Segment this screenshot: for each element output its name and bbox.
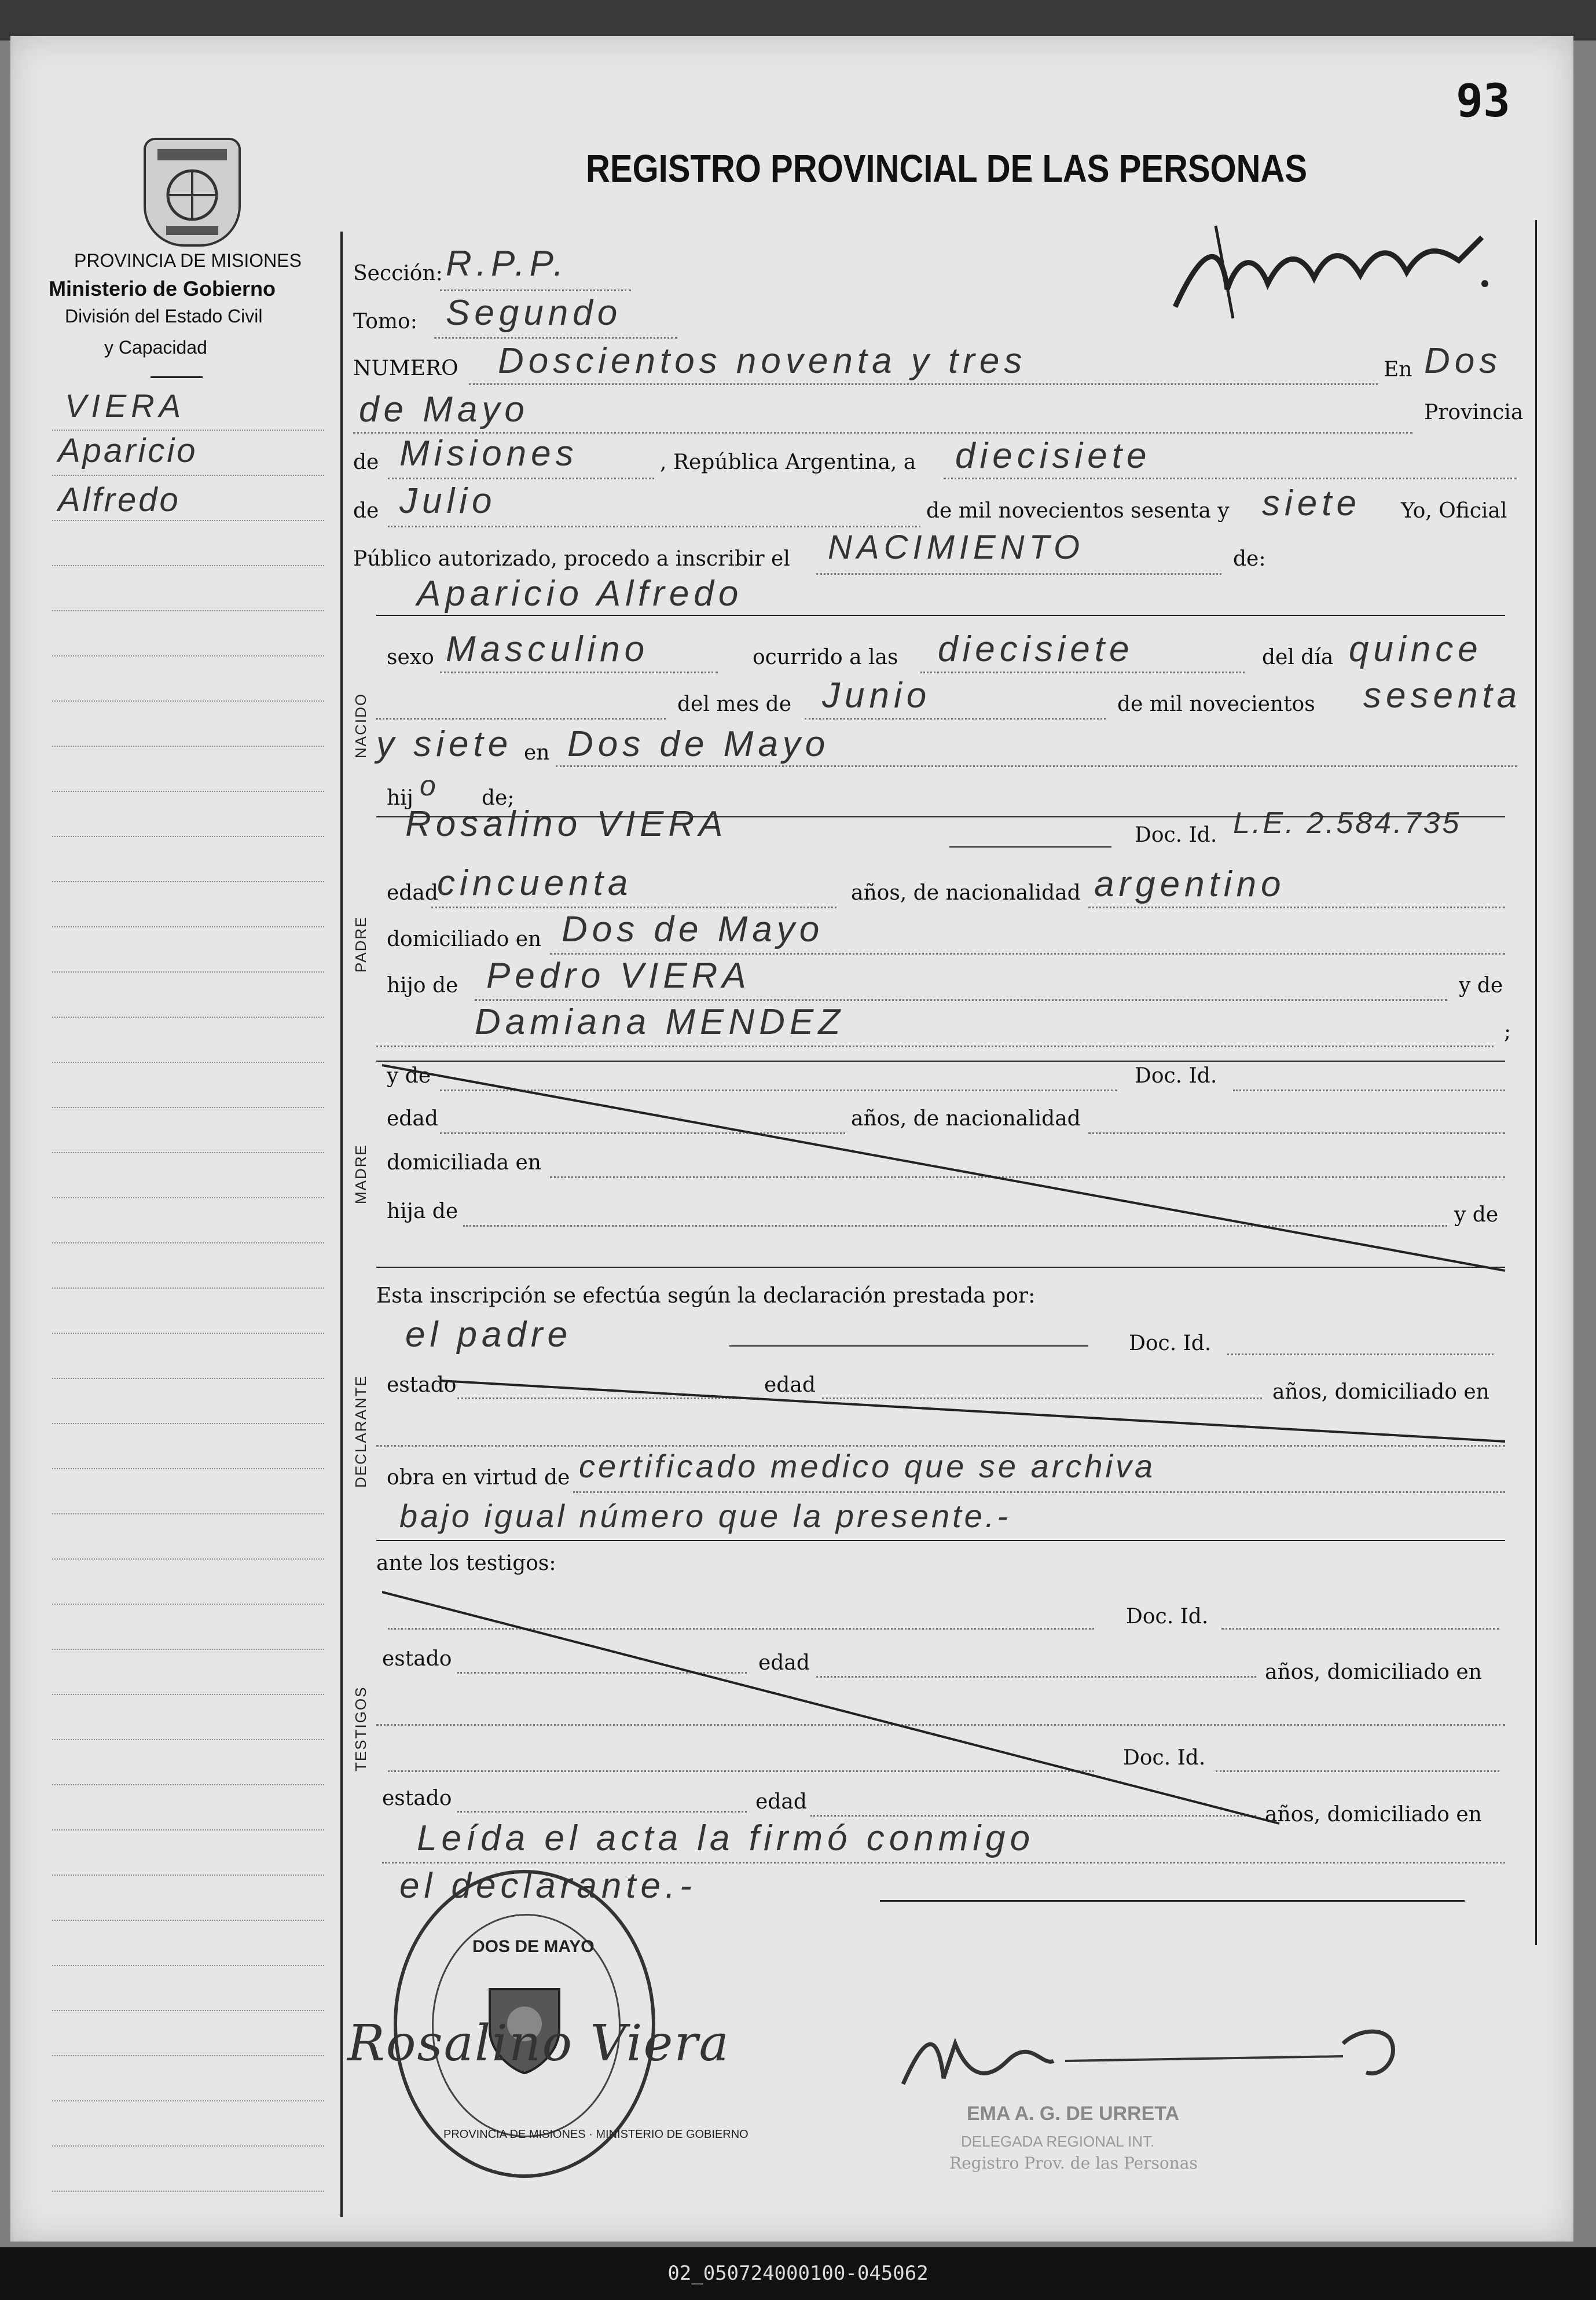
madre-dom-label: domiciliada en xyxy=(387,1151,541,1175)
anio-label: de mil novecientos sesenta y xyxy=(926,499,1230,523)
margin-rule-line xyxy=(52,2145,324,2147)
margin-rule-line xyxy=(52,2100,324,2101)
madre-y-de-label: y de xyxy=(387,1064,431,1088)
margin-rule-line xyxy=(52,1965,324,1966)
margin-surname: VIERA xyxy=(65,387,186,424)
testigos-strike-line xyxy=(382,1586,1285,1829)
margin-rule-line xyxy=(52,610,324,611)
de-label: de xyxy=(353,450,379,474)
anio-nacido-value2: y siete xyxy=(376,724,513,764)
declarante-section-label: DECLARANTE xyxy=(352,1375,369,1488)
obra-line-1 xyxy=(573,1491,1505,1493)
de-label-2: de xyxy=(353,499,379,523)
margin-name2: Alfredo xyxy=(58,481,181,519)
margin-rule-line xyxy=(52,430,324,431)
ocurrido-label: ocurrido a las xyxy=(753,645,898,669)
anio-value: siete xyxy=(1262,483,1361,523)
madre-edad-label: edad xyxy=(387,1107,438,1131)
padre-nombre-line xyxy=(949,846,1111,848)
declarante-intro: Esta inscripción se efectúa según la declaración prestada por: xyxy=(376,1284,1036,1308)
margin-rule-line xyxy=(52,1197,324,1198)
margin-rule-line xyxy=(52,1152,324,1153)
lugar2-value: de Mayo xyxy=(359,390,529,430)
margin-rule-line xyxy=(52,926,324,927)
margin-rule-line xyxy=(52,1829,324,1831)
testigo2-doc-label: Doc. Id. xyxy=(1123,1746,1206,1770)
abuelo-line xyxy=(475,999,1447,1001)
page-title: REGISTRO PROVINCIAL DE LAS PERSONAS xyxy=(586,147,1308,190)
obra-label: obra en virtud de xyxy=(387,1466,570,1490)
dia-value: diecisiete xyxy=(955,436,1151,476)
margin-rule-line xyxy=(52,1558,324,1560)
sexo-line xyxy=(440,672,718,673)
nac-line xyxy=(1088,907,1505,908)
registrar-signature xyxy=(1169,220,1494,327)
anio-nacido-value1: sesenta xyxy=(1363,676,1522,716)
org-province: PROVINCIA DE MISIONES xyxy=(74,250,302,271)
acto-de-label: de: xyxy=(1233,547,1266,571)
provincia-label: Provincia xyxy=(1424,401,1524,424)
hora-line xyxy=(920,672,1245,673)
declarante-nombre-line xyxy=(729,1345,1088,1347)
seal-center-text: DOS DE MAYO xyxy=(472,1937,595,1956)
oficial-label: Yo, Oficial xyxy=(1401,499,1507,523)
nac-label: años, de nacionalidad xyxy=(851,881,1081,905)
margin-rule-line xyxy=(52,475,324,476)
lugar1-value: Dos xyxy=(1424,341,1502,381)
margin-rule-line xyxy=(52,1739,324,1740)
margin-rule-line xyxy=(52,520,324,521)
nacido-nombre: Aparicio Alfredo xyxy=(417,574,743,614)
en-label: En xyxy=(1384,358,1412,382)
sexo-label: sexo xyxy=(387,645,434,669)
declarante-doc-label: Doc. Id. xyxy=(1129,1331,1212,1355)
anio-nacido-label: de mil novecientos xyxy=(1117,692,1315,716)
hijo-de-label: de; xyxy=(482,786,515,810)
declarante-edad-label: edad xyxy=(764,1373,816,1397)
closing-line-1: Leída el acta la firmó conmigo xyxy=(417,1818,1035,1858)
nacionalidad-value: argentino xyxy=(1094,864,1286,904)
org-division: División del Estado Civil xyxy=(65,306,263,327)
tomo-value: Segundo xyxy=(446,293,622,333)
provincial-emblem-icon xyxy=(144,138,241,247)
mes-nacido-line xyxy=(805,718,1106,720)
declarante-strike-line xyxy=(440,1378,1511,1447)
margin-rule-line xyxy=(52,1784,324,1785)
margin-rule-line xyxy=(52,836,324,837)
testigo2-edad-label: edad xyxy=(755,1790,807,1814)
closing-line-2: el declarante.- xyxy=(399,1866,696,1906)
org-ministry: Ministerio de Gobierno xyxy=(49,277,276,300)
seccion-label: Sección: xyxy=(353,262,443,285)
padre-doc-label: Doc. Id. xyxy=(1135,823,1217,847)
mes-label: del mes de xyxy=(677,692,792,716)
semicolon: ; xyxy=(1504,1020,1511,1044)
dom-label: domiciliado en xyxy=(387,927,542,951)
dia-line xyxy=(944,478,1517,479)
edad-label: edad xyxy=(387,881,438,905)
margin-rule-line xyxy=(52,1604,324,1605)
tomo-label: Tomo: xyxy=(353,310,417,333)
margin-rule-line xyxy=(52,1694,324,1695)
madre-doc-label: Doc. Id. xyxy=(1135,1064,1217,1088)
frame-left-line xyxy=(340,232,343,2217)
margin-rule-line xyxy=(52,881,324,882)
madre-strike-line xyxy=(376,1059,1511,1279)
margin-rule-line xyxy=(52,1333,324,1334)
margin-rule-line xyxy=(52,746,324,747)
margin-rule-line xyxy=(52,1062,324,1063)
nacido-section-label: NACIDO xyxy=(352,692,369,758)
margin-rule-line xyxy=(52,1875,324,1876)
provincia-line xyxy=(388,478,654,479)
lugar-nacido-value: Dos de Mayo xyxy=(567,724,830,764)
dia-nacido-value: quince xyxy=(1349,629,1483,669)
margin-name1: Aparicio xyxy=(58,432,198,469)
abuela-value: Damiana MENDEZ xyxy=(475,1002,845,1042)
republica-label: , República Argentina, a xyxy=(660,450,916,474)
margin-rule-line xyxy=(52,1468,324,1469)
declarante-estado-label: estado xyxy=(387,1373,457,1397)
provincia-value: Misiones xyxy=(399,434,578,474)
official-office: Registro Prov. de las Personas xyxy=(949,2154,1198,2173)
testigo1-dom-label: años, domiciliado en xyxy=(1265,1660,1482,1684)
mes-nacido-value: Junio xyxy=(822,676,931,716)
margin-rule-line xyxy=(52,1513,324,1514)
mes-line xyxy=(388,526,920,527)
mes-value: Julio xyxy=(399,481,497,521)
mes-pre-line xyxy=(376,718,666,720)
footer-id: 02_050724000100-045062 xyxy=(0,2247,1596,2300)
folio-number: 93 xyxy=(1456,75,1510,127)
margin-rule-line xyxy=(52,1287,324,1289)
official-position: DELEGADA REGIONAL INT. xyxy=(961,2133,1155,2150)
declarante-nombre: el padre xyxy=(405,1315,573,1355)
padre-doc-value: L.E. 2.584.735 xyxy=(1233,806,1462,840)
declarante-bottom-line xyxy=(376,1540,1505,1541)
org-capacidad: y Capacidad xyxy=(104,337,207,358)
closing-line-2-rule xyxy=(880,1900,1465,1902)
dia-label: del día xyxy=(1262,645,1334,669)
testigos-section-label: TESTIGOS xyxy=(352,1686,369,1771)
padre-section-label: PADRE xyxy=(352,916,369,973)
margin-rule-line xyxy=(52,2191,324,2192)
sexo-value: Masculino xyxy=(446,629,650,669)
margin-rule-line xyxy=(52,700,324,702)
org-divider xyxy=(151,376,203,378)
declarante-signature: Rosalino Viera xyxy=(347,2015,730,2072)
margin-rule-line xyxy=(52,1423,324,1424)
margin-rule-line xyxy=(52,1107,324,1108)
obra-value-1: certificado medico que se archiva xyxy=(579,1448,1156,1484)
margin-rule-line xyxy=(52,1242,324,1243)
margin-rule-line xyxy=(52,1920,324,1921)
testigo2-estado-label: estado xyxy=(382,1787,452,1810)
testigo1-edad-label: edad xyxy=(758,1651,810,1675)
domicilio-value: Dos de Mayo xyxy=(562,909,824,949)
madre-hija-label: hija de xyxy=(387,1199,458,1223)
padre-nombre: Rosalino VIERA xyxy=(405,804,728,844)
lugar-nacido-line xyxy=(556,765,1517,767)
hijo-label: hij xyxy=(387,786,413,810)
testigo1-estado-label: estado xyxy=(382,1647,452,1671)
madre-y-de2-label: y de xyxy=(1454,1203,1499,1227)
declarante-doc-line xyxy=(1227,1353,1494,1355)
edad-value: cincuenta xyxy=(437,863,633,903)
obra-value-2: bajo igual número que la presente.- xyxy=(399,1498,1011,1534)
madre-nac-label: años, de nacionalidad xyxy=(851,1107,1081,1131)
hijo-de-padre-label: hijo de xyxy=(387,974,458,997)
numero-line xyxy=(469,383,1378,385)
margin-rule-line xyxy=(52,2055,324,2056)
margin-rule-line xyxy=(52,791,324,792)
y-de-label: y de xyxy=(1459,974,1503,997)
hora-value: diecisiete xyxy=(938,629,1134,669)
declarante-dom-label: años, domiciliado en xyxy=(1272,1380,1489,1404)
dom-line xyxy=(550,953,1505,955)
testigo1-doc-label: Doc. Id. xyxy=(1126,1605,1209,1628)
testigos-label: ante los testigos: xyxy=(376,1551,556,1575)
tomo-line xyxy=(434,337,677,339)
hijo-suffix: o xyxy=(420,769,441,802)
publico-label: Público autorizado, procedo a inscribir el xyxy=(353,547,790,571)
madre-section-label: MADRE xyxy=(352,1144,369,1204)
en-nacido-label: en xyxy=(524,741,550,765)
abuela-line xyxy=(376,1046,1494,1047)
official-name: EMA A. G. DE URRETA xyxy=(967,2103,1180,2125)
margin-rule-line xyxy=(52,1017,324,1018)
seccion-line xyxy=(440,289,631,291)
testigo2-dom-label: años, domiciliado en xyxy=(1265,1803,1482,1826)
official-signature xyxy=(891,2020,1412,2104)
margin-rule-line xyxy=(52,2010,324,2011)
numero-label: NUMERO xyxy=(353,357,458,380)
edad-line xyxy=(431,907,836,908)
abuelo-value: Pedro VIERA xyxy=(486,956,751,996)
acto-value: NACIMIENTO xyxy=(828,529,1085,566)
seccion-value: R.P.P. xyxy=(446,244,568,284)
margin-rule-line xyxy=(52,1649,324,1650)
closing-line-1-rule xyxy=(382,1862,1505,1864)
binder-edge xyxy=(0,0,1596,41)
frame-right-line xyxy=(1535,220,1537,1945)
margin-rule-line xyxy=(52,971,324,973)
acto-line xyxy=(816,573,1221,575)
margin-rule-line xyxy=(52,655,324,656)
nacido-nombre-line xyxy=(376,615,1505,616)
numero-value: Doscientos noventa y tres xyxy=(498,341,1027,381)
seal-bottom-text: PROVINCIA DE MISIONES · MINISTERIO DE GOBIERNO xyxy=(443,2128,749,2141)
margin-rule-line xyxy=(52,565,324,566)
margin-rule-line xyxy=(52,1378,324,1379)
